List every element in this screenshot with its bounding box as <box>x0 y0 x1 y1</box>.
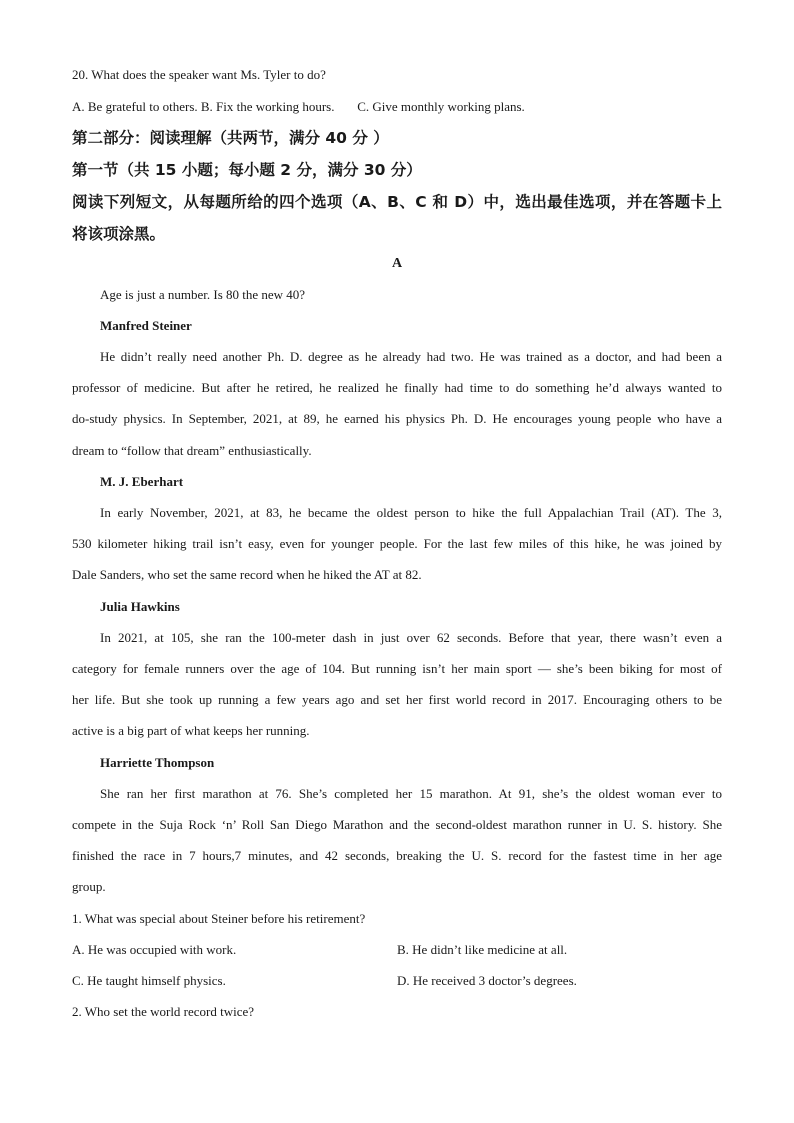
passage-label: A <box>391 256 403 271</box>
paragraph-line: He didn’t really need another Ph. D. degree as he already had two. He was trained as a doctor, and had been a <box>100 349 722 364</box>
paragraph-line: category for female runners over the age of 104. But running isn’t her main sport — she’s been biking for most of <box>72 661 722 676</box>
paragraph-line: 530 kilometer hiking trail isn’t easy, even for younger people. For the last few miles of this hike, he was joined by <box>72 536 722 551</box>
part-title: 第二部分：阅读理解（共两节，满分 40 分 ） <box>72 129 389 147</box>
person-name: M. J. Eberhart <box>100 474 184 489</box>
question-20-options: A. Be grateful to others. B. Fix the working hours. C. Give monthly working plans. <box>72 99 525 114</box>
person-name: Harriette Thompson <box>100 755 215 770</box>
paragraph-line: She ran her first marathon at 76. She’s completed her 15 marathon. At 91, she’s the oldest woman ever to <box>100 786 722 801</box>
paragraph-line: compete in the Suja Rock ‘n’ Roll San Diego Marathon and the second-oldest marathon runner in U. S. history. She <box>72 817 722 832</box>
question-20-stem: 20. What does the speaker want Ms. Tyler to do? <box>72 67 326 82</box>
paragraph-line: group. <box>72 879 106 894</box>
paragraph-line: finished the race in 7 hours,7 minutes, and 42 seconds, breaking the U. S. record for the fastest time in her age <box>72 848 722 863</box>
instruction-line-2: 将该项涂黑。 <box>72 225 166 243</box>
section-title: 第一节（共 15 小题；每小题 2 分，满分 30 分） <box>72 161 422 179</box>
paragraph-line: In 2021, at 105, she ran the 100-meter dash in just over 62 seconds. Before that year, there wasn’t even a <box>100 630 722 645</box>
paragraph-line: dream to “follow that dream” enthusiastically. <box>72 443 312 458</box>
instruction-line-1: 阅读下列短文，从每题所给的四个选项（A、B、C 和 D）中，选出最佳选项，并在答题卡上 <box>72 193 722 211</box>
question-1-option-b: B. He didn’t like medicine at all. <box>397 942 568 957</box>
question-2-stem: 2. Who set the world record twice? <box>72 1004 255 1019</box>
paragraph-line: her life. But she took up running a few years ago and set her first world record in 2017. Encouraging others to be <box>72 692 722 707</box>
question-1-option-a: A. He was occupied with work. <box>72 942 237 957</box>
paragraph-line: In early November, 2021, at 83, he became the oldest person to hike the full Appalachian Trail (AT). The 3, <box>100 505 722 520</box>
paragraph-line: professor of medicine. But after he retired, he realized he finally had time to do something he’d always wanted to <box>72 380 722 395</box>
person-name: Manfred Steiner <box>100 318 192 333</box>
paragraph-line: Dale Sanders, who set the same record when he hiked the AT at 82. <box>72 567 422 582</box>
passage-intro: Age is just a number. Is 80 the new 40? <box>100 287 306 302</box>
question-1-stem: 1. What was special about Steiner before his retirement? <box>72 911 366 926</box>
question-1-option-c: C. He taught himself physics. <box>72 973 226 988</box>
paragraph-line: active is a big part of what keeps her running. <box>72 723 310 738</box>
question-1-option-d: D. He received 3 doctor’s degrees. <box>397 973 577 988</box>
paragraph-line: do-study physics. In September, 2021, at 89, he earned his physics Ph. D. He encourages young people who have a <box>72 411 722 426</box>
person-name: Julia Hawkins <box>100 599 180 614</box>
